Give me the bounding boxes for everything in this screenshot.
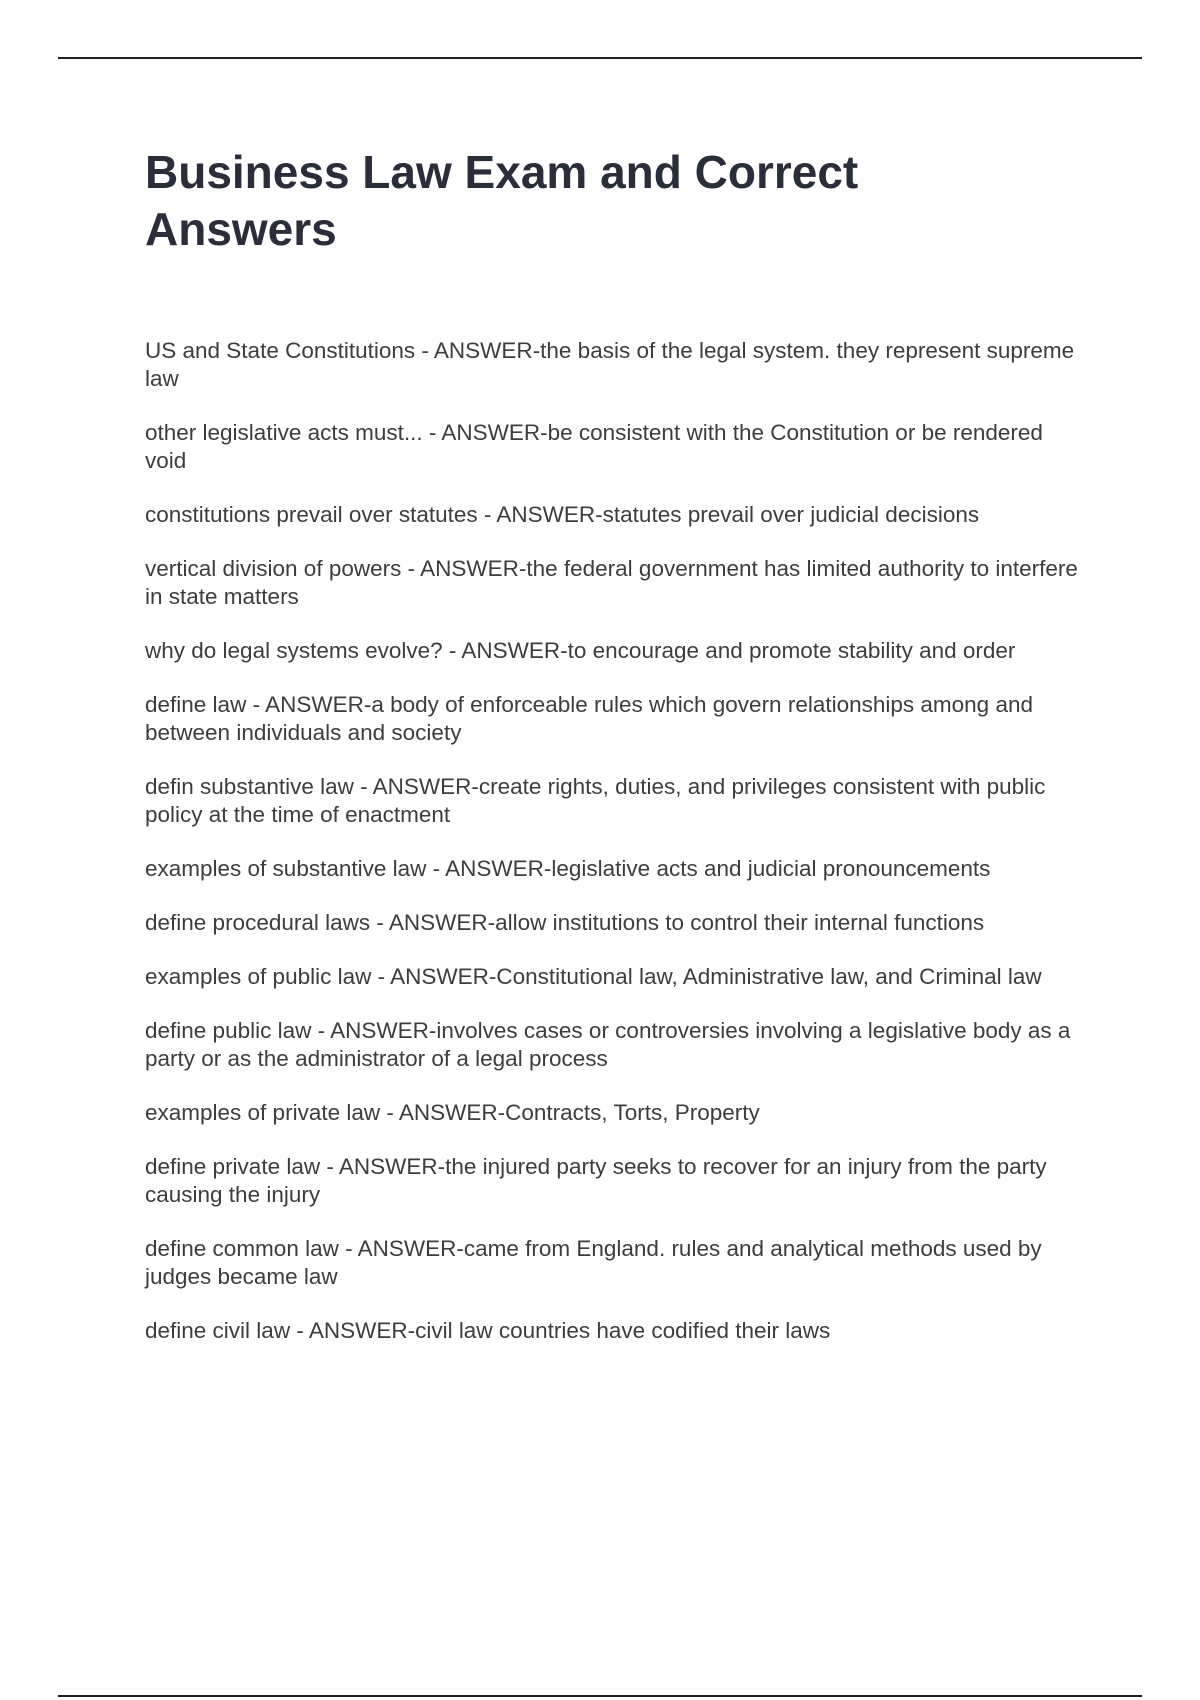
qa-item: define procedural laws - ANSWER-allow institutions to control their internal functions <box>145 910 985 935</box>
qa-item: other legislative acts must... - ANSWER-be consistent with the Constitution or be rendered void <box>145 420 1043 473</box>
qa-item: define law - ANSWER-a body of enforceable rules which govern relationships among and between individuals and society <box>145 692 1033 745</box>
qa-item: examples of private law - ANSWER-Contracts, Torts, Property <box>145 1100 760 1125</box>
qa-list <box>145 337 1090 1371</box>
document-title: Business Law Exam and Correct Answers <box>145 146 859 255</box>
bottom-divider <box>58 1695 1142 1697</box>
qa-item: defin substantive law - ANSWER-create rights, duties, and privileges consistent with public policy at the time of enactment <box>145 774 1046 827</box>
qa-item: examples of public law - ANSWER-Constitutional law, Administrative law, and Criminal law <box>145 964 1042 989</box>
qa-item: define public law - ANSWER-involves cases or controversies involving a legislative body as a party or as the administrator of a legal process <box>145 1018 1071 1071</box>
qa-item: define private law - ANSWER-the injured party seeks to recover for an injury from the party causing the injury <box>145 1154 1047 1207</box>
qa-item: constitutions prevail over statutes - ANSWER-statutes prevail over judicial decisions <box>145 502 980 527</box>
qa-item: examples of substantive law - ANSWER-legislative acts and judicial pronouncements <box>145 856 991 881</box>
qa-item: define civil law - ANSWER-civil law countries have codified their laws <box>145 1318 831 1343</box>
qa-item: US and State Constitutions - ANSWER-the basis of the legal system. they represent supreme law <box>145 338 1075 391</box>
qa-item: why do legal systems evolve? - ANSWER-to encourage and promote stability and order <box>145 638 1016 663</box>
qa-item: vertical division of powers - ANSWER-the federal government has limited authority to interfere in state matters <box>145 556 1078 609</box>
top-divider <box>58 57 1142 59</box>
qa-item: define common law - ANSWER-came from England. rules and analytical methods used by judges became law <box>145 1236 1042 1289</box>
